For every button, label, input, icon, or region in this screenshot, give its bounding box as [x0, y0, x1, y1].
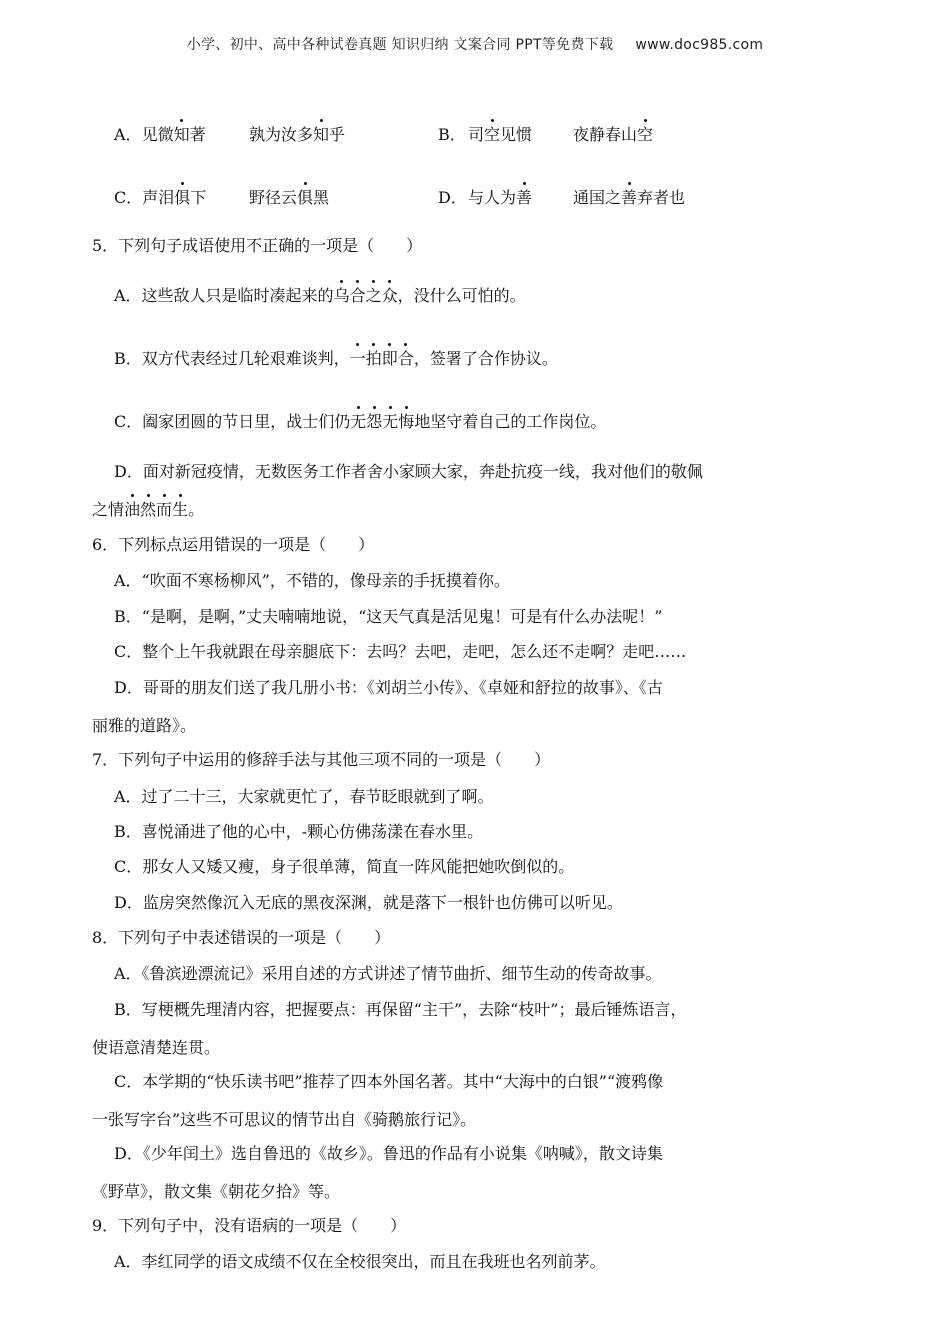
- q5-option-a: A．这些敌人只是临时凑起来的乌合之众，没什么可怕的。: [114, 284, 526, 308]
- q8-option-b-line2: 使语意清楚连贯。: [92, 1038, 221, 1057]
- q9-stem: 9．下列句子中，没有语病的一项是（ ）: [92, 1216, 407, 1235]
- q6-stem: 6．下列标点运用错误的一项是（ ）: [92, 535, 375, 554]
- q8-option-c-line2: 一张写字台”这些不可思议的情节出自《骑鹅旅行记》。: [92, 1110, 477, 1129]
- q4-c-w1: 声泪俱下: [142, 188, 206, 207]
- q6-option-c: C．整个上午我就跟在母亲腿底下：去吗？去吧，走吧，怎么还不走啊？走吧……: [114, 642, 687, 661]
- q5-option-d-line1: D．面对新冠疫情，无数医务工作者舍小家顾大家，奔赴抗疫一线，我对他们的敬佩: [114, 462, 703, 481]
- header-text: 小学、初中、高中各种试卷真题 知识归纳 文案合同 PPT等免费下载: [186, 37, 614, 53]
- page-header: [0, 34, 950, 54]
- q7-option-c: C．那女人又矮又瘦，身子很单薄，简直一阵风能把她吹倒似的。: [114, 857, 575, 876]
- q4-a-w2: 孰为汝多知乎: [249, 123, 345, 147]
- q8-option-d-line2: 《野草》，散文集《朝花夕拾》等。: [92, 1182, 341, 1201]
- q6-option-d-line2: 丽雅的道路》。: [92, 716, 197, 735]
- q4-a-w1: 见微知著: [142, 125, 206, 144]
- q4-b-w2: 夜静春山空: [573, 123, 653, 147]
- q8-option-a: A．《鲁滨逊漂流记》采用自述的方式讲述了情节曲折、细节生动的传奇故事。: [114, 964, 662, 983]
- q4-c-w2: 野径云俱黑: [249, 186, 329, 210]
- q5-option-c: C．阖家团圆的节日里，战士们仍无怨无悔地坚守着自己的工作岗位。: [114, 410, 606, 434]
- q4-d-w1: 与人为善: [468, 186, 532, 210]
- q4-option-d-label: D．: [438, 188, 467, 207]
- q6-option-d-line1: D．哥哥的朋友们送了我几册小书：《刘胡兰小传》、《卓娅和舒拉的故事》、《古: [114, 678, 663, 697]
- q7-option-d: D．监房突然像沉入无底的黑夜深渊，就是落下一根针也仿佛可以听见。: [114, 893, 623, 912]
- q4-option-b-label: B．: [438, 125, 466, 144]
- q6-option-b: B．“是啊，是啊，”丈夫喃喃地说，“这天气真是活见鬼！可是有什么办法呢！”: [114, 607, 663, 626]
- q9-option-a: A．李红同学的语文成绩不仅在全校很突出，而且在我班也名列前茅。: [114, 1252, 606, 1271]
- q4-option-c-label: C．: [114, 188, 143, 207]
- q4-option-a-label: A．: [114, 125, 142, 144]
- q8-option-d-line1: D．《少年闰土》选自鲁迅的《故乡》。鲁迅的作品有小说集《呐喊》，散文诗集: [114, 1144, 663, 1163]
- q8-stem: 8．下列句子中表述错误的一项是（ ）: [92, 928, 391, 947]
- q5-option-d-line2: 之情油然而生。: [92, 498, 204, 522]
- q6-option-a: A．“吹面不寒杨柳风”，不错的，像母亲的手抚摸着你。: [114, 571, 510, 590]
- q8-option-b-line1: B．写梗概先理清内容，把握要点：再保留“主干”，去除“枝叶”；最后锤炼语言，: [114, 1000, 687, 1019]
- q4-row-cd: [114, 186, 686, 210]
- q5-option-b: B．双方代表经过几轮艰难谈判，一拍即合，签署了合作协议。: [114, 347, 558, 371]
- q4-d-w2: 通国之善弃者也: [573, 186, 685, 210]
- q7-stem: 7．下列句子中运用的修辞手法与其他三项不同的一项是（ ）: [92, 750, 551, 769]
- q4-row-ab: [114, 123, 654, 147]
- q7-option-b: B．喜悦涌进了他的心中，-颗心仿佛荡漾在春水里。: [114, 822, 484, 841]
- q4-b-w1: 司空见惯: [468, 123, 532, 147]
- q8-option-c-line1: C．本学期的“快乐读书吧”推荐了四本外国名著。其中“大海中的白银”“渡鸦像: [114, 1072, 664, 1091]
- q7-option-a: A．过了二十三，大家就更忙了，春节眨眼就到了啊。: [114, 787, 494, 806]
- header-site: www.doc985.com: [635, 37, 764, 53]
- q5-stem: 5．下列句子成语使用不正确的一项是（ ）: [92, 236, 423, 255]
